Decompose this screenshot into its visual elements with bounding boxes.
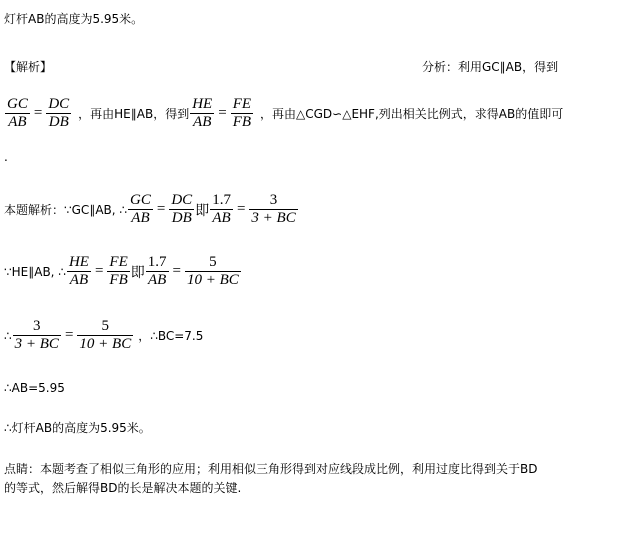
equals-sign: =	[156, 201, 166, 217]
denominator: AB	[212, 210, 231, 226]
denominator: DB	[48, 114, 69, 130]
numerator: 1.7	[212, 192, 231, 208]
fraction-3-over-3-plus-bc	[13, 318, 61, 353]
equals-sign: =	[94, 263, 104, 279]
analysis-tail-text: ，再由△CGD∽△EHF,列出相关比例式，求得AB的值即可	[260, 107, 564, 121]
fraction-5-over-10-plus-bc	[185, 254, 241, 289]
comment-line-1	[4, 460, 537, 477]
comment-text-2: 的等式，然后解得BD的长是解决本题的关键.	[4, 481, 242, 495]
numerator: FE	[109, 254, 128, 270]
jiexi-heading	[4, 58, 52, 75]
equals-sign: =	[33, 105, 43, 121]
fraction-gc-ab	[5, 96, 30, 131]
top-conclusion	[4, 10, 143, 27]
denominator: AB	[193, 114, 212, 130]
numerator: DC	[171, 192, 193, 208]
fraction-gc-ab	[128, 192, 153, 227]
solution-step-1	[4, 192, 299, 227]
numerator: 5	[209, 254, 217, 270]
fraction-fe-fb	[231, 96, 253, 131]
ji-word: 即	[130, 265, 145, 281]
numerator: FE	[232, 96, 252, 112]
denominator: AB	[8, 114, 27, 130]
denominator: FB	[232, 114, 252, 130]
fraction-1.7-ab	[210, 192, 233, 227]
fraction-he-ab	[67, 254, 91, 289]
numerator: 5	[101, 318, 110, 334]
denominator: AB	[131, 210, 150, 226]
comment-text-1: 点睛：本题考查了相似三角形的应用；利用相似三角形得到对应线段成比例，利用过度比得到关于BD	[4, 462, 538, 476]
numerator: 3	[33, 318, 41, 334]
fraction-he-ab	[190, 96, 214, 131]
denominator: AB	[147, 272, 167, 288]
numerator: 1.7	[147, 254, 167, 270]
equals-sign: =	[64, 327, 74, 343]
solution-step-5	[4, 419, 151, 436]
numerator: 3	[269, 192, 278, 208]
fraction-fe-fb	[107, 254, 129, 289]
jiexi-title: 【解析】	[4, 60, 53, 74]
analysis-mid-text: ，再由HE∥AB，得到	[78, 107, 190, 121]
fraction-dc-db	[46, 96, 71, 131]
solution-step-2	[4, 254, 242, 289]
step3-prefix: ∴	[4, 328, 12, 343]
step3-tail: ，∴BC=7.5	[138, 329, 204, 343]
step5-text: ∴灯杆AB的高度为5.95米。	[4, 421, 151, 435]
top-conclusion-text: 灯杆AB的高度为5.95米。	[4, 12, 144, 26]
analysis-continuation	[4, 96, 563, 131]
step1-prefix: 本题解析：∵GC∥AB, ∴	[4, 203, 128, 217]
solution-step-3	[4, 318, 203, 353]
fraction-1.7-ab	[146, 254, 169, 289]
comment-line-2	[4, 479, 241, 496]
fraction-3-over-3-plus-bc	[249, 192, 297, 227]
solution-step-4	[4, 381, 65, 395]
fraction-5-over-10-plus-bc	[77, 318, 133, 353]
denominator: AB	[69, 272, 89, 288]
denominator: DB	[171, 210, 192, 226]
step2-prefix: ∵HE∥AB, ∴	[4, 264, 66, 279]
numerator: GC	[7, 96, 28, 112]
period-text: .	[4, 150, 8, 164]
numerator: HE	[192, 96, 213, 112]
denominator: 10 + BC	[79, 336, 132, 352]
analysis-text: 分析：利用GC∥AB，得到	[422, 60, 559, 74]
equals-sign: =	[172, 263, 181, 279]
numerator: GC	[130, 192, 151, 208]
denominator: 3 + BC	[14, 336, 59, 352]
step4-text: ∴AB=5.95	[4, 381, 65, 395]
denominator: 3 + BC	[251, 210, 296, 226]
numerator: DC	[48, 96, 70, 112]
equals-sign: =	[218, 105, 227, 121]
analysis-start	[422, 58, 558, 75]
denominator: 10 + BC	[186, 272, 239, 288]
ji-word: 即	[195, 203, 210, 219]
numerator: HE	[68, 254, 89, 270]
fraction-dc-db	[169, 192, 194, 227]
equals-sign: =	[236, 201, 246, 217]
denominator: FB	[109, 272, 128, 288]
analysis-period	[4, 150, 8, 164]
